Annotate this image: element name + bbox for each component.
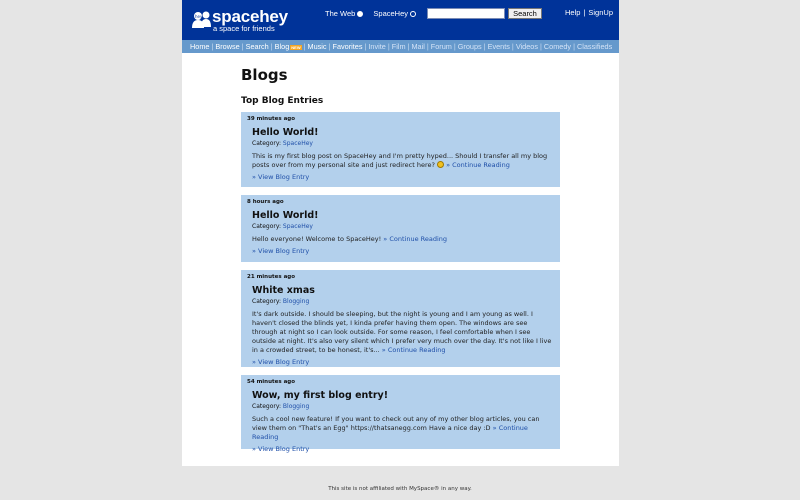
entry-title[interactable]: White xmas [252,285,315,296]
nav-videos[interactable]: Videos [515,42,538,51]
entry-excerpt: Such a cool new feature! If you want to check out any of my other blog articles, you can view them on "That's an Egg" https://thatsanegg.com Have a nice day :D » Continue Reading [252,415,540,441]
nav-browse[interactable]: Browse [215,42,240,51]
main-content [241,66,561,457]
radio-spacehey[interactable] [410,11,416,17]
entry-title[interactable]: Hello World! [252,210,319,221]
new-badge: NEW [291,44,301,50]
entry-time: 39 minutes ago [247,116,295,122]
nav-invite[interactable]: Invite [368,42,386,51]
view-blog-entry-link[interactable]: » View Blog Entry [252,246,310,255]
category-link[interactable]: SpaceHey [282,223,313,230]
nav-music[interactable]: Music [307,42,327,51]
continue-reading-link[interactable]: » Continue Reading [383,235,448,243]
nav-home[interactable]: Home [190,42,210,51]
blog-entry [241,375,560,453]
signup-link[interactable]: SignUp [588,8,613,17]
entry-time: 8 hours ago [247,199,284,205]
nav-events[interactable]: Events [487,42,510,51]
entry-title[interactable]: Wow, my first blog entry! [252,390,389,401]
entry-excerpt: Hello everyone! Welcome to SpaceHey! » Continue Reading [252,235,448,243]
nav-forum[interactable]: Forum [430,42,452,51]
nav-film[interactable]: Film [391,42,406,51]
category-link[interactable]: SpaceHey [282,140,313,147]
search-option-web[interactable]: The Web [325,9,367,18]
nav-search[interactable]: Search [245,42,269,51]
entry-category: Category: SpaceHey [252,140,313,147]
continue-reading-link[interactable]: » Continue Reading [252,423,528,441]
continue-reading-link[interactable]: » Continue Reading [446,160,510,169]
nav-groups[interactable]: Groups [457,42,482,51]
search-button[interactable]: Search [508,8,542,19]
entry-time: 54 minutes ago [247,379,295,385]
category-link[interactable]: Blogging [282,403,310,410]
continue-reading-link[interactable]: » Continue Reading [381,345,446,354]
view-blog-entry-link[interactable]: » View Blog Entry [252,444,310,453]
entry-excerpt: It's dark outside. I should be sleeping, but the night is young and I am young as well. I haven't closed the blinds yet, I kinda prefer having them open. The windows are see through at night so I can look outside. For some reason, I feel comfortable when I see outside at night. It's also very silent which I prefer very much over the day. It's not like I live in a crowded street, to be honest, it's... » Continue Reading [252,310,552,354]
category-link[interactable]: Blogging [282,298,310,305]
auth-links [565,8,613,17]
blog-entry [241,112,560,187]
auth-separator: | [583,8,586,17]
section-title: Top Blog Entries [241,96,324,106]
blog-entry [241,270,560,367]
entry-category: Category: SpaceHey [252,223,313,230]
brand-name: spacehey [212,7,288,26]
nav-mail[interactable]: Mail [411,42,425,51]
footer-disclaimer: This site is not affiliated with MySpace® in any way. [328,486,472,492]
entry-excerpt: This is my first blog post on SpaceHey and I'm pretty hyped... Should I transfer all my blog posts over from my personal site and just redirect here? » Continue Reading [252,152,548,169]
smiley-emoji-icon [437,161,444,168]
nav-comedy[interactable]: Comedy [543,42,572,51]
view-blog-entry-link[interactable]: » View Blog Entry [252,172,310,181]
search-bar [325,7,542,19]
nav-bar: Home | Browse | Search | Blog NEW | Music | Favorites | Invite | Film | Mail | Forum | Groups | Events | Videos | Comedy | Classifieds [182,40,619,53]
entry-category: Category: Blogging [252,298,310,305]
blog-entry [241,195,560,262]
search-option-spacehey[interactable]: SpaceHey [373,9,420,18]
entry-category: Category: Blogging [252,403,310,410]
page-title: Blogs [241,66,288,84]
help-link[interactable]: Help [565,8,581,17]
logo-badge-text: hey [195,14,203,19]
entry-title[interactable]: Hello World! [252,127,319,138]
brand-tagline: a space for friends [213,24,275,33]
nav-blog[interactable]: Blog NEW [274,42,301,51]
nav-classifieds[interactable]: Classifieds [576,42,613,51]
search-input[interactable] [427,8,505,19]
view-blog-entry-link[interactable]: » View Blog Entry [252,357,310,366]
logo-people-icon [192,11,212,28]
entry-time: 21 minutes ago [247,274,295,280]
nav-favorites[interactable]: Favorites [332,42,363,51]
header [182,0,619,40]
radio-web[interactable] [357,11,363,17]
